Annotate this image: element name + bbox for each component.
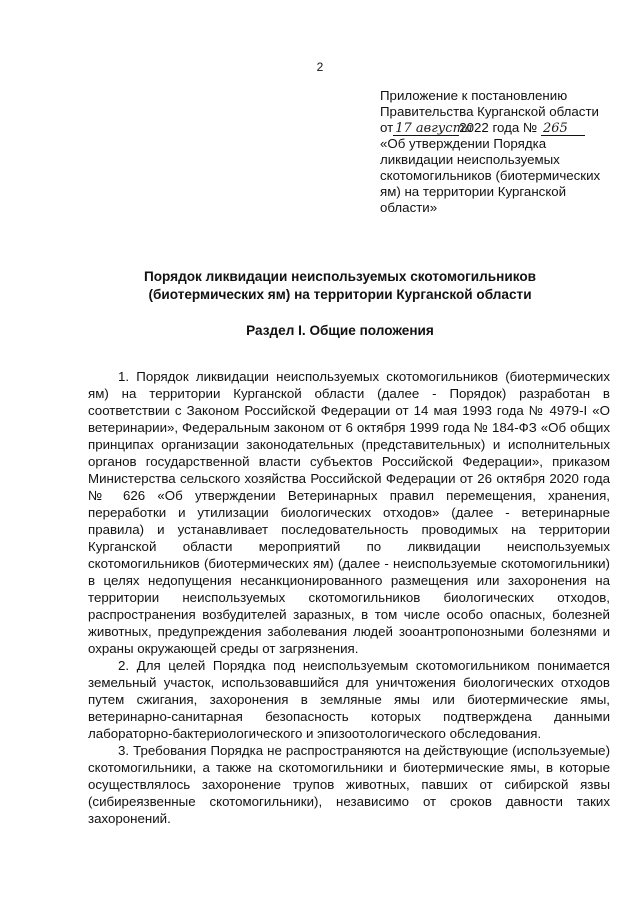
- handwritten-number: 265: [541, 122, 585, 136]
- appendix-date-prefix: от: [380, 120, 394, 135]
- paragraph: 3. Требования Порядка не распространяются на действующие (используемые) скотомогильники, а также на скотомогильники и биотермические ямы, в которые осуществлялось захоронение трупов животных, павших от сибирской язвы (сибиреязвенные скотомогильники), независимо от сроков давности таких захоронений.: [88, 743, 610, 826]
- appendix-line: ликвидации неиспользуемых: [380, 152, 560, 167]
- appendix-line: Приложение к постановлению: [380, 88, 568, 103]
- document-title-line: (биотермических ям) на территории Курганской области: [148, 287, 532, 302]
- appendix-line: скотомогильников (биотермических: [380, 168, 601, 183]
- document-title-line: Порядок ликвидации неиспользуемых скотомогильников: [143, 269, 537, 284]
- page-number: 2: [316, 60, 324, 74]
- appendix-line: ям) на территории Курганской: [380, 184, 567, 199]
- appendix-line: Правительства Курганской области: [380, 104, 599, 119]
- paragraph: 1. Порядок ликвидации неиспользуемых скотомогильников (биотермических ям) на территории Курганской области (далее - Порядок) разработан в соответствии с Законом Российской Федерации от 14 мая 1993 года № 4979-I «О ветеринарии», Федеральным законом от 6 октября 1999 года № 184-ФЗ «Об общих принципах организации законодательных (представительных) и исполнительных органов государственной власти субъектов Российской Федерации», приказом Министерства сельского хозяйства Российской Федерации от 26 октября 2020 года № 626 «Об утверждении Ветеринарных правил перемещения, хранения, переработки и утилизации биологических отходов» (далее - ветеринарные правила) и устанавливает последовательность проводимых на территории Курганской области мероприятий по ликвидации неиспользуемых скотомогильников (биотермических ям) (далее - неиспользуемые скотомогильники) в целях недопущения несанкционированного размещения или захоронения на территории неиспользуемых скотомогильников биологических отходов, распространения возбудителей заразных, в том числе особо опасных, болезней животных, предупреждения заболевания людей зооантропонозными болезнями и охраны окружающей среды от загрязнения.: [88, 369, 610, 656]
- appendix-line: области»: [380, 200, 438, 215]
- document-title: [70, 268, 610, 304]
- section-title: Раздел I. Общие положения: [246, 323, 434, 338]
- appendix-block: [380, 88, 601, 216]
- handwritten-date: 17 августа: [395, 121, 473, 136]
- paragraph: 2. Для целей Порядка под неиспользуемым скотомогильником понимается земельный участок, использовавшийся для уничтожения биологических отходов путем сжигания, захоронения в земляные ямы или биотермические ямы, ветеринарно-санитарная безопасность которых подтверждена данными лабораторно-бактериологического и эпизоотологического обследования.: [88, 658, 610, 741]
- appendix-date-middle: 2022 года №: [459, 120, 538, 135]
- appendix-line: «Об утверждении Порядка: [380, 136, 547, 151]
- appendix-date-line: [380, 120, 595, 136]
- document-body: [88, 368, 610, 827]
